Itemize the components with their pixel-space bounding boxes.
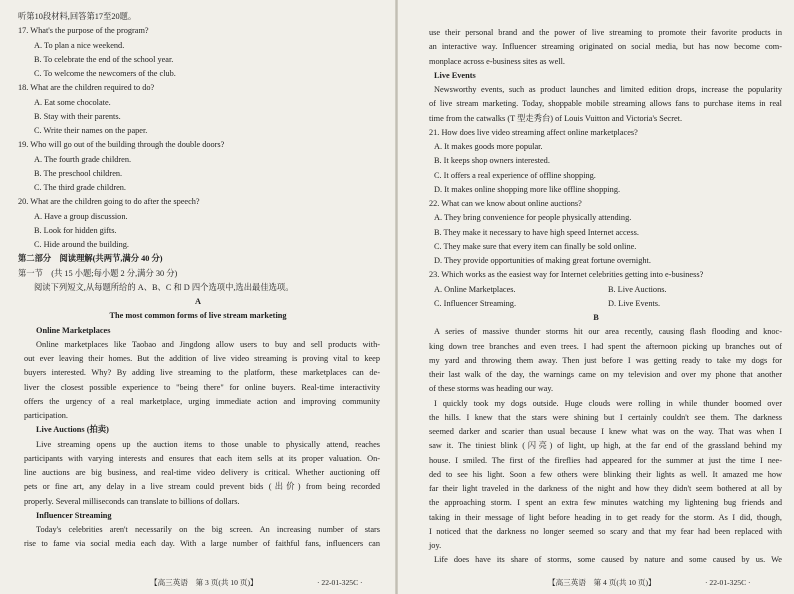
option-line: B. Look for hidden gifts. bbox=[34, 225, 117, 235]
paragraph-line: joy. bbox=[429, 541, 442, 550]
option-line: D. They provide opportunities of making great fortune overnight. bbox=[434, 256, 651, 265]
question-line: 23. Which works as the easiest way for Internet celebrities getting into e-business? bbox=[429, 270, 704, 280]
paragraph-line: the hills. I knew that the stars were shining but I certainly couldn't see them. The darkness bbox=[429, 412, 782, 422]
question-line: 听第10段材料,回答第17至20题。 bbox=[18, 12, 137, 21]
paragraph-line: the approaching storm. I spent an extra few minutes watching my lightening bug friends and bbox=[429, 498, 782, 508]
option-line: B. Stay with their parents. bbox=[34, 111, 121, 121]
paragraph-line: ded to see his light. Soon a few others were blinking their lights as well. It amazed me how bbox=[429, 469, 782, 479]
paragraph-line: saw it. The tiniest blink (闪亮) of light, up high, at the far end of the grassland behind my bbox=[429, 441, 782, 451]
question-line: 22. What can we know about online auctions? bbox=[429, 199, 582, 208]
left-page bbox=[0, 0, 396, 594]
option-line: A. It makes goods more popular. bbox=[434, 142, 543, 151]
centered-heading: B bbox=[593, 313, 599, 322]
paragraph-line: Today's celebrities aren't necessarily on the big screen. An increasing number of stars bbox=[36, 525, 380, 534]
option-row: B. Live Auctions. bbox=[608, 284, 667, 294]
option-line: A. The fourth grade children. bbox=[34, 154, 132, 164]
paragraph-line: I noticed that the darkness no longer seemed so scary and that my fear had been replaced with bbox=[429, 526, 782, 536]
paragraph-line: of these storms was heading our way. bbox=[429, 384, 554, 394]
paragraph-line: out ever leaving their homes. But the addition of live video streaming is proving vital to keep bbox=[24, 354, 380, 363]
option-row: A. Online Marketplaces. bbox=[434, 284, 516, 294]
footer-right-code: · 22-01-325C · bbox=[705, 578, 751, 587]
option-line: C. It offers a real experience of offline shopping. bbox=[434, 170, 596, 180]
paragraph-line: Online marketplaces like Taobao and Jingdong allow users to buy and sell products with- bbox=[36, 339, 380, 349]
paragraph-line: participation. bbox=[24, 411, 69, 420]
question-line: 17. What's the purpose of the program? bbox=[18, 26, 149, 36]
option-line: C. They make sure that every item can finally be sold online. bbox=[434, 241, 637, 251]
option-line: A. Have a group discussion. bbox=[34, 211, 128, 221]
right-page bbox=[398, 0, 794, 594]
paragraph-line: their last walk of the day, the warnings came on my television and over my phone that another bbox=[429, 370, 782, 379]
option-line: B. They make it necessary to have high speed Internet access. bbox=[434, 227, 639, 237]
option-line: D. It makes online shopping more like offline shopping. bbox=[434, 184, 621, 194]
paragraph-line: Live streaming opens up the auction items to those unable to physically attend, reaches bbox=[36, 439, 380, 449]
paragraph-line: Newsworthy events, such as product launches and limited edition drops, increase the popularity bbox=[434, 85, 782, 94]
option-line: B. To celebrate the end of the school year. bbox=[34, 54, 174, 64]
footer-left-page-label: 【高三英语 第 3 页(共 10 页)】 bbox=[150, 578, 258, 587]
option-line: C. Write their names on the paper. bbox=[34, 126, 148, 135]
paragraph-line: king down tree branches and even trees. I had spent the afternoon picking up branches out of bbox=[429, 341, 782, 351]
paragraph-line: participants with varying interests and ensures that each item sells at its proper valuation. On- bbox=[24, 453, 380, 463]
question-line: 21. How does live video streaming affect online marketplaces? bbox=[429, 127, 638, 137]
paragraph-line: use their personal brand and the power of live streaming to promote their favorite products in bbox=[429, 28, 782, 37]
paragraph-line: taking in their message of light before heading in to get ready for the storm. As I did, though, bbox=[429, 512, 782, 522]
option-line: A. To plan a nice weekend. bbox=[34, 40, 125, 50]
question-line: 18. What are the children required to do? bbox=[18, 83, 155, 93]
paragraph-line: house. I smiled. The first of the fireflies had appeared for the summer at just the time I nee- bbox=[429, 455, 782, 465]
paragraph-line: an interactive way. Influencer streaming originated on social media, but has now become com- bbox=[429, 42, 782, 52]
section-heading: 第二部分 阅读理解(共两节,满分 40 分) bbox=[18, 254, 163, 264]
footer-right-page-label: 【高三英语 第 4 页(共 10 页)】 bbox=[548, 578, 656, 587]
subheading: Influencer Streaming bbox=[36, 510, 112, 520]
paragraph-line: monplace across e-business sites as well. bbox=[429, 56, 565, 66]
option-row: D. Live Events. bbox=[608, 298, 661, 308]
option-line: C. To welcome the newcomers of the club. bbox=[34, 69, 176, 78]
question-line: 20. What are the children going to do after the speech? bbox=[18, 197, 200, 207]
centered-heading: A bbox=[195, 297, 201, 306]
paragraph-line: seemed darker and scarier than usual because I knew what was on the way. That was when I bbox=[429, 427, 782, 436]
option-line: 阅读下列短文,从每题所给的 A、B、C 和 D 四个选项中,选出最佳选项。 bbox=[34, 282, 294, 292]
question-line: 第一节 (共 15 小题;每小题 2 分,满分 30 分) bbox=[18, 268, 178, 278]
paragraph-line: time from the catwalks (T 型走秀台) of Louis Vuitton and Victoria's Secret. bbox=[429, 113, 683, 123]
paragraph-line: buyers interested. Why? By adding live streaming to the platform, these marketplaces can de- bbox=[24, 368, 380, 378]
footer-left-code: · 22-01-325C · bbox=[317, 578, 363, 587]
paragraph-line: my yard and throwing them away. Then just before I was getting ready to take my dogs for bbox=[429, 355, 782, 365]
option-line: B. The preschool children. bbox=[34, 168, 123, 178]
subheading: Online Marketplaces bbox=[36, 325, 111, 335]
paragraph-line: I quickly took my dogs outside. Huge clouds were rolling in while thunder boomed over bbox=[434, 398, 782, 408]
option-row: C. Influencer Streaming. bbox=[434, 298, 517, 308]
option-line: C. Hide around the building. bbox=[34, 240, 129, 249]
paragraph-line: of live stream marketing. Today, shoppable mobile streaming allows fans to purchase items in real bbox=[429, 99, 782, 109]
paragraph-line: offers the urgency of a real marketplace, urging immediate action and improving community bbox=[24, 396, 380, 406]
paragraph-line: A series of massive thunder storms hit our area recently, causing flash flooding and knoc- bbox=[434, 327, 782, 337]
centered-heading: The most common forms of live stream marketing bbox=[109, 311, 287, 321]
option-line: C. The third grade children. bbox=[34, 183, 127, 192]
subheading: Live Events bbox=[434, 70, 476, 80]
question-line: 19. Who will go out of the building through the double doors? bbox=[18, 140, 225, 150]
option-line: A. They bring convenience for people physically attending. bbox=[434, 213, 632, 223]
option-line: B. It keeps shop owners interested. bbox=[434, 156, 550, 166]
paragraph-line: rise to fame via social media each day. With a large number of faithful fans, influencers can bbox=[24, 539, 380, 549]
paragraph-line: Life does have its share of storms, some caused by nature and some caused by us. We bbox=[434, 555, 782, 565]
paragraph-line: line auctions are big business, and real-time video delivery is critical. Whether auctioning off bbox=[24, 468, 380, 477]
paragraph-line: far their light traveled in the darkness of the night and how they didn't seem bothered at all by bbox=[429, 484, 782, 493]
subheading: Live Auctions (拍卖) bbox=[36, 425, 109, 435]
paragraph-line: properly. Several milliseconds can translate to billions of dollars. bbox=[24, 496, 240, 506]
paragraph-line: pets or fine art, any delay in a live stream could prevent bids (出价) from being recorded bbox=[24, 482, 380, 492]
option-line: A. Eat some chocolate. bbox=[34, 97, 111, 107]
paragraph-line: liver the closest possible experience to "being there" for online buyers. Real-time interactivity bbox=[24, 382, 380, 392]
